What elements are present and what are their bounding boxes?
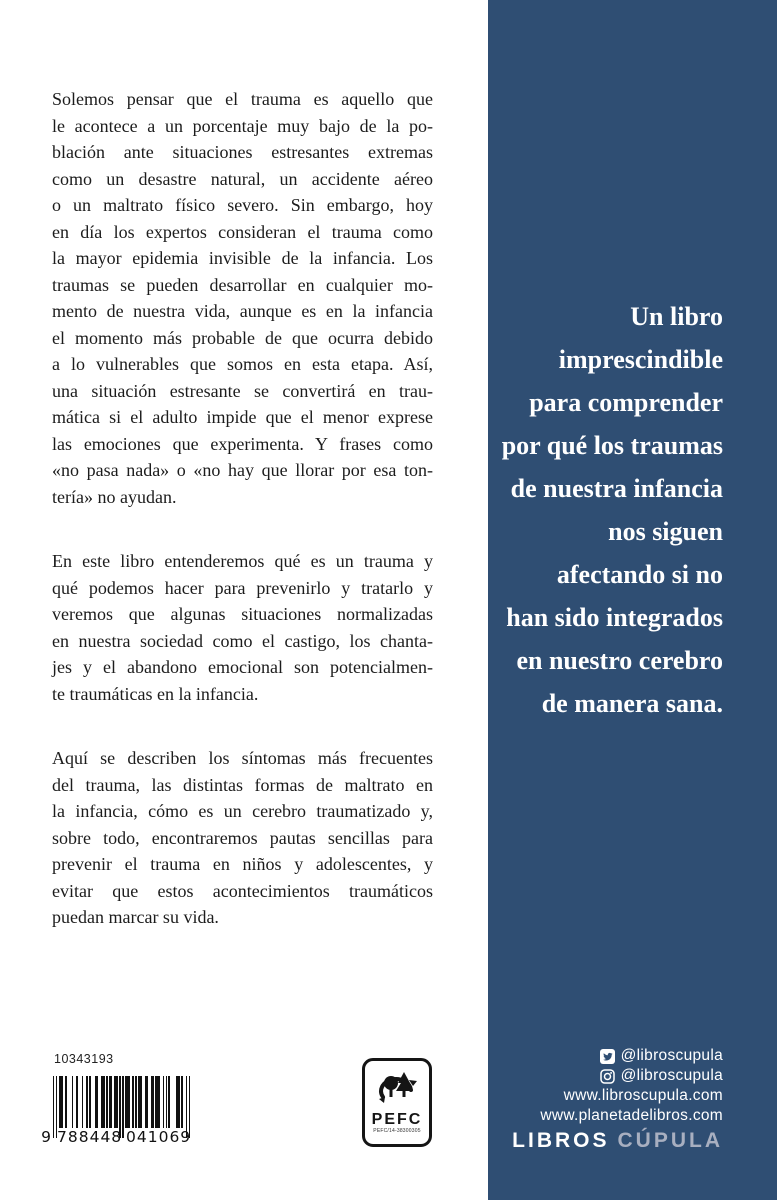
synopsis-line: a lo vulnerables que somos en esta etapa. Así, <box>52 354 433 374</box>
synopsis-line: mática si el adulto impide que el menor exprese <box>52 407 433 427</box>
synopsis-line: traumas se pueden desarrollar en cualquier mo- <box>52 274 433 295</box>
synopsis-line: del trauma, las distintas formas de maltrato en <box>52 774 433 795</box>
publisher-footer <box>512 1046 723 1153</box>
publisher-word-cupula: CÚPULA <box>617 1129 723 1152</box>
isbn-barcode <box>41 1076 192 1148</box>
pefc-box <box>362 1058 432 1147</box>
synopsis-line: evitar que estos acontecimientos traumáticos <box>52 880 433 901</box>
synopsis-line: mento de nuestra vida, aunque es en la infancia <box>52 301 433 321</box>
synopsis-line: En este libro entenderemos qué es un trauma y <box>52 551 433 571</box>
synopsis-line: Aquí se describen los síntomas más frecuentes <box>52 748 433 768</box>
print-code: 10343193 <box>54 1052 114 1066</box>
synopsis-line: las emociones que experimenta. Y frases como <box>52 433 433 454</box>
pefc-logo <box>362 1058 432 1147</box>
instagram-icon <box>600 1069 615 1084</box>
synopsis-paragraph-1 <box>52 86 433 510</box>
publisher-word-libros: LIBROS <box>512 1129 610 1152</box>
synopsis-line: prevenir el trauma en niños y adolescentes, y <box>52 854 433 874</box>
synopsis-line: qué podemos hacer para prevenirlo y tratarlo y <box>52 577 433 598</box>
synopsis-line: puedan marcar su vida. <box>52 907 219 927</box>
quote-line: de nuestra infancia <box>510 474 723 503</box>
pefc-cert-code: PEFC/14-38300305 <box>373 1128 421 1134</box>
synopsis <box>52 86 433 969</box>
synopsis-line: el momento más probable de que ocurra debido <box>52 327 433 348</box>
synopsis-line: veremos que algunas situaciones normalizadas <box>52 604 433 624</box>
synopsis-line: te traumáticas en la infancia. <box>52 683 259 704</box>
quote-line: Un libro <box>630 302 723 331</box>
synopsis-line: o un maltrato físico severo. Sin embargo, hoy <box>52 195 433 215</box>
barcode-digits <box>41 1128 192 1148</box>
quote-line: imprescindible <box>558 345 723 374</box>
barcode-digit-group2: 041069 <box>126 1128 192 1146</box>
twitter-handle <box>512 1046 723 1066</box>
quote-line: en nuestro cerebro <box>516 646 723 675</box>
synopsis-line: una situación estresante se convertirá en trau- <box>52 380 433 401</box>
publisher-logo <box>512 1129 723 1153</box>
website-libroscupula: www.libroscupula.com <box>563 1087 723 1104</box>
synopsis-line: la mayor epidemia invisible de la infancia. Los <box>52 248 433 268</box>
synopsis-line: «no pasa nada» o «no hay que llorar por esa ton- <box>52 460 433 480</box>
pefc-label: PEFC <box>371 1111 423 1128</box>
synopsis-paragraph-2 <box>52 548 433 707</box>
synopsis-line: como un desastre natural, un accidente aéreo <box>52 168 433 189</box>
synopsis-line: le acontece a un porcentaje muy bajo de la po- <box>52 115 433 136</box>
synopsis-paragraph-3 <box>52 745 433 931</box>
twitter-icon <box>600 1049 615 1064</box>
quote-line: han sido integrados <box>506 603 723 632</box>
instagram-handle <box>512 1066 723 1086</box>
website-planetadelibros: www.planetadelibros.com <box>540 1107 723 1124</box>
pefc-trees-icon <box>369 1066 425 1106</box>
synopsis-line: jes y el abandono emocional son potencialmen- <box>52 657 433 677</box>
synopsis-line: sobre todo, encontraremos pautas sencillas para <box>52 827 433 848</box>
instagram-handle-text: @libroscupula <box>620 1067 723 1084</box>
synopsis-line: Solemos pensar que el trauma es aquello que <box>52 89 433 109</box>
synopsis-line: la infancia, cómo es un cerebro traumatizado y, <box>52 801 433 821</box>
barcode-digit-first: 9 <box>41 1128 51 1146</box>
side-panel <box>488 0 777 1200</box>
synopsis-line: en día los expertos consideran el trauma como <box>52 221 433 242</box>
quote-line: para comprender <box>529 388 723 417</box>
synopsis-line: en nuestra sociedad como el castigo, los chanta- <box>52 630 433 651</box>
synopsis-line: blación ante situaciones estresantes extremas <box>52 142 433 162</box>
barcode-digit-group1: 788448 <box>57 1128 123 1146</box>
quote-line: afectando si no <box>556 560 723 589</box>
quote-line: por qué los traumas <box>501 431 723 460</box>
promo-quote <box>488 295 723 725</box>
twitter-handle-text: @libroscupula <box>620 1047 723 1064</box>
quote-line: nos siguen <box>608 517 723 546</box>
quote-line: de manera sana. <box>541 689 723 718</box>
synopsis-line: tería» no ayudan. <box>52 486 177 507</box>
